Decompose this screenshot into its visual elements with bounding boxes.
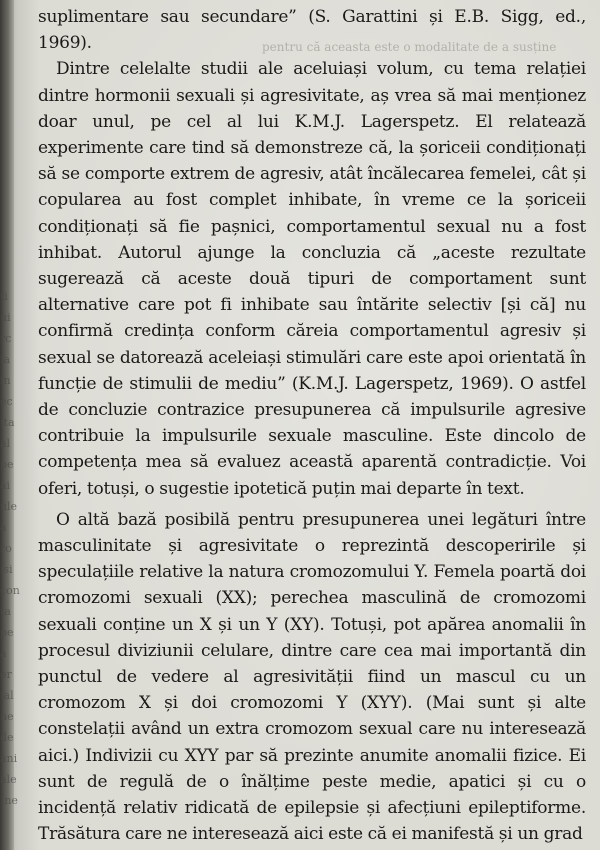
- margin-fragment: in: [0, 374, 11, 387]
- margin-fragment: ita: [0, 416, 15, 429]
- margin-fragment: iile: [0, 500, 18, 513]
- margin-fragment: er: [0, 668, 12, 681]
- margin-fragment: ia: [0, 353, 11, 366]
- margin-fragment: a: [0, 521, 7, 534]
- margin-fragment: ro: [0, 542, 12, 555]
- margin-fragment: Ine: [0, 794, 18, 807]
- paragraph: O altă bază posibilă pentru presupunerea unei legături între masculinitate și agresivitate o reprezintă descoperirile și speculațiile relative la natura cromozomului Y. Femela poartă doi cromozomi sexuali (XX); perechea masculină de cromozomi sexuali conține un X și un Y (XY). Totuși, pot apărea anomalii în procesul diviziunii celulare, dintre care cea mai importantă din punctul de vedere al agresivității fiind un mascul cu un cromozom X și doi cromozomi Y (XYY). (Mai sunt și alte constelații având un extra cromozom sexual care nu interesează aici.) Indivizii cu XYY par să prezinte anumite anomalii fizice. Ei sunt de regulă de o înălțime peste medie, apatici și cu o incidență relativ ridicată de epilepsie și afecțiuni epileptiforme. Trăsătura care ne interesează aici este că ei manifestă și un grad: [38, 509, 586, 845]
- margin-fragment: ui: [0, 311, 11, 324]
- margin-fragment: pe: [0, 626, 14, 639]
- paragraph-continuation: suplimentare sau secundare” (S. Garattini și E.B. Sigg, ed., 1969).: [38, 7, 586, 54]
- paragraph: Dintre celelalte studii ale aceluiași volum, cu tema relației dintre hormonii sexuali și agresivitate, aș vrea să mai menționez doar unul, pe cel al lui K.M.J. Lagerspetz. El relatează experimente care tind să demonstreze că, la șoriceii condiționați să se comporte extrem de agresiv, atât încălecarea femelei, cât și copularea au fost complet inhibate, în vreme ce la șoriceii condiționați să fie pașnici, comportamentul sexual nu a fost inhibat. Autorul ajunge la concluzia că „aceste rezultate sugerează că aceste două tipuri de comportament sunt alternative care pot fi inhibate sau întărite selectiv [și că] nu confirmă credința conform căreia comportamentul agresiv și sexual se datorează aceleiași stimulări care este apoi orientată în funcție de stimulii de mediu” (K.M.J. Lagerspetz, 1969). O astfel de concluzie contrazice presupunerea că impulsurile agresive contribuie la impulsurile sexuale masculine. Este dincolo de competența mea să evaluez această aparentă contradicție. Voi oferi, totuși, o sugestie ipotetică puțin mai departe în text.: [38, 59, 586, 499]
- margin-fragment: pe: [0, 458, 14, 471]
- margin-fragment: ani: [0, 752, 18, 765]
- bleed-through-text: pentru că aceasta este o modalitate de a susține: [262, 40, 557, 54]
- margin-fragment: ial: [0, 689, 14, 702]
- margin-fragment: con: [0, 584, 20, 597]
- margin-fragment: ale: [0, 773, 17, 786]
- margin-fragment: a: [0, 647, 7, 660]
- body-text: [38, 4, 586, 848]
- margin-fragment: rc: [0, 332, 12, 345]
- margin-fragment: ta: [0, 605, 11, 618]
- margin-fragment: de: [0, 731, 14, 744]
- margin-fragment: ec: [0, 395, 13, 408]
- margin-fragment: ne: [0, 710, 14, 723]
- margin-fragment: ai: [0, 479, 11, 492]
- margin-fragment: ti: [0, 290, 8, 303]
- margin-fragment: al: [0, 437, 11, 450]
- margin-fragment: isi: [0, 563, 13, 576]
